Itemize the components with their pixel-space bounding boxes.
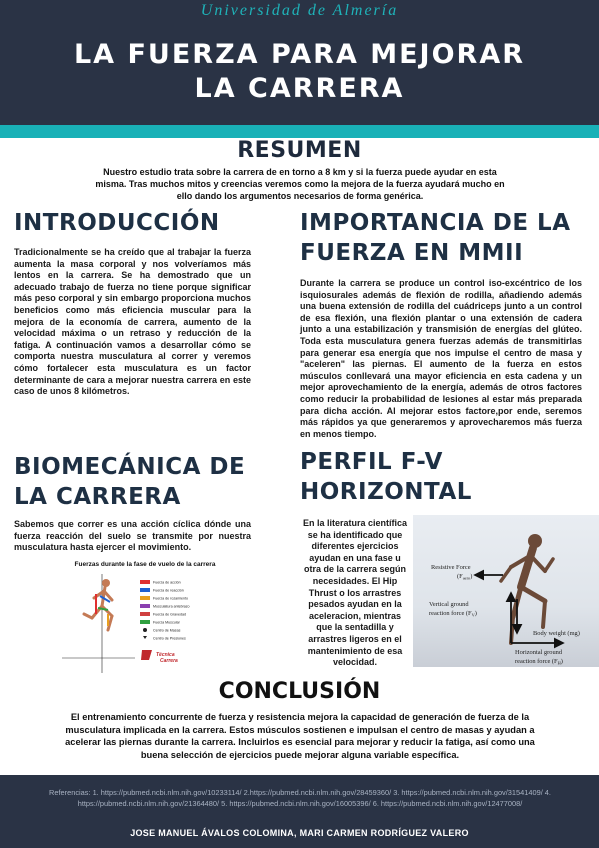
importancia-text: Durante la carrera se produce un control iso-excéntrico de los isquiosurales además de flexión de rodilla, añadiendo además una buena extensión de rodilla del cuádriceps junto a un control de esa flexión, una flexión plantar o una extensión de cadera junto a una estabilización y transmisión de energías del glúteo. Toda esta musculatura genera fuerzas además de transmitirlas para generar esa energía que nos impulse el centro de masa y "aceleren" las piernas. El aumento de la fuerza en estos músculos conllevará una mayor eficiencia en esta cadena y un mejor aprovechamiento de la energía, además de otros factores como reducir la probabilidad de lesiones al estar más preparada para dicha acción. Al mejorar estos factore,por ende, seremos más rápidos ya que generaremos y aprovecharemos más fuerza en menos tiempo.	[300, 278, 582, 439]
importancia-title	[300, 208, 590, 268]
poster-title-line1: LA FUERZA PARA MEJORAR	[73, 39, 526, 70]
label-resistive-force: Resistive Force	[431, 564, 471, 571]
legend-label-rozamiento: Fuerza de rozamiento	[153, 596, 188, 601]
accent-bar	[0, 125, 599, 138]
legend-label-gravedad: Fuerza de Gravedad	[153, 612, 186, 617]
tecnica-carrera-logo	[141, 650, 178, 664]
university-name: Universidad de Almería	[200, 2, 399, 19]
legend-label-centro-presiones: Centro de Presiones	[153, 636, 186, 641]
logo-text-line2: Carrera	[160, 658, 178, 664]
legend-swatch-muscular	[140, 620, 150, 624]
label-resistive-symbol: $(F_{aero})$	[457, 573, 473, 581]
importancia-title-line2: FUERZA EN MMII	[300, 240, 524, 266]
legend-swatch-centro-presiones	[143, 636, 147, 639]
perfil-fv-title	[300, 447, 590, 507]
flight-phase-forces-diagram	[60, 558, 230, 676]
introduccion-text: Tradicionalmente se ha creído que al trabajar la fuerza aumenta la masa corporal y nos volveríamos más lentos en la carrera. Se ha demostrado que un adecuado trabajo de fuerza no tiene porque significar más peso corporal y sin embargo proporciona muchos beneficios como más eficiencia muscular para la mejora de la economía de carrera, aumento de la velocidad máxima o un retraso y reducción de la fatiga. A continuación vamos a desarrollar cómo se comporta nuestra musculatura al correr y veremos cómo fortalecer esta musculatura es un factor determinante de cara a mejorar nuestra carrera en este caso de unos 8 kilómetros.	[14, 247, 251, 397]
label-vertical-ground: Vertical ground	[429, 601, 469, 608]
resumen-text: Nuestro estudio trata sobre la carrera de en torno a 8 km y si la fuerza puede ayudar en esta misma. Tras muchos mitos y creencias veremos como la mejora de la fuerza ayudará mucho en ello dando los argumentos necesarios de forma genérica.	[95, 167, 505, 201]
legend-swatch-antebrazo	[140, 604, 150, 608]
biomecanica-text: Sabemos que correr es una acción cíclica dónde una fuerza reacción del suelo se transmite por nuestra musculatura hasta ejercer el movimiento.	[14, 519, 251, 553]
poster-title	[0, 38, 599, 106]
perfil-fv-title-line1: PERFIL F-V	[300, 449, 443, 475]
legend-swatch-gravedad	[140, 612, 150, 616]
logo-text-line1: Técnica	[156, 652, 175, 658]
references-text: Referencias: 1. https://pubmed.ncbi.nlm.nih.gov/10233114/ 2.https://pubmed.ncbi.nlm.nih.gov/28459360/ 3. https://pubmed.ncbi.nlm.nih.gov/31541409/ 4. https://pubmed.ncbi.nlm.nih.gov/21364480/ 5. https://pubmed.ncbi.nlm.nih.gov/16005396/ 6. https://pubmed.ncbi.nlm.nih.gov/12477008/	[49, 788, 551, 808]
biomecanica-title-line1: BIOMECÁNICA DE	[14, 454, 246, 480]
label-body-weight: Body weight (mg)	[533, 630, 580, 637]
figure-title: Fuerzas durante la fase de vuelo de la carrera	[74, 561, 216, 568]
logo-mark	[141, 650, 152, 660]
label-horizontal-ground: Horizontal ground	[515, 649, 563, 656]
biomecanica-title-line2: LA CARRERA	[14, 484, 181, 510]
label-vertical-reaction: reaction force $(F_V)$	[429, 610, 477, 618]
legend-swatch-accion	[140, 580, 150, 584]
biomecanica-title	[14, 452, 294, 512]
authors-line: JOSE MANUEL ÁVALOS COLOMINA, MARI CARMEN RODRÍGUEZ VALERO	[130, 828, 469, 838]
legend-label-muscular: Fuerza Muscular	[153, 620, 180, 625]
poster-title-line2: LA CARRERA	[194, 73, 405, 104]
legend-swatch-centro-masas	[143, 628, 147, 632]
legend-label-centro-masas: Centro de Masas	[153, 628, 181, 633]
legend-swatch-rozamiento	[140, 596, 150, 600]
figure-background	[413, 515, 599, 667]
legend-label-reaccion: Fuerza de reacción	[153, 588, 184, 593]
figure-legend	[140, 580, 190, 641]
perfil-fv-text: En la literatura científica se ha identificado que diferentes ejercicios ayudan en una fase u otra de la carrera según necesidades. El Hip Thrust o los arrastres pesados ayudan en la aceleracion, mientras que la sentadilla y arrastres ligeros en el mantenimiento de esa velocidad.	[302, 518, 408, 668]
sprinter-forces-diagram	[413, 515, 599, 667]
importancia-title-line1: IMPORTANCIA DE LA	[300, 210, 571, 236]
flight-phase-forces-figure	[60, 558, 230, 676]
legend-label-accion: Fuerza de acción	[153, 580, 181, 585]
sprinter-forces-figure	[413, 515, 599, 667]
label-horizontal-reaction: reaction force $(F_H)$	[515, 658, 563, 666]
conclusion-text: El entrenamiento concurrente de fuerza y resistencia mejora la capacidad de generación de fuerza de la musculatura implicada en la carrera. Estos músculos sostienen e impulsan el centro de masas y ayudan a acelerar las piernas durante la carrera. Incluirlos es esencial para mejorar y reducir la fatiga, así como una buena selección de ejercicios puede mejorar alguna variable específica.	[65, 712, 535, 760]
perfil-fv-title-line2: HORIZONTAL	[300, 479, 472, 505]
legend-swatch-reaccion	[140, 588, 150, 592]
legend-label-antebrazo: Musculatura antebrazo	[153, 604, 190, 609]
conclusion-title: CONCLUSIÓN	[218, 679, 381, 704]
introduccion-title: INTRODUCCIÓN	[14, 210, 220, 236]
resumen-title: RESUMEN	[237, 138, 362, 163]
